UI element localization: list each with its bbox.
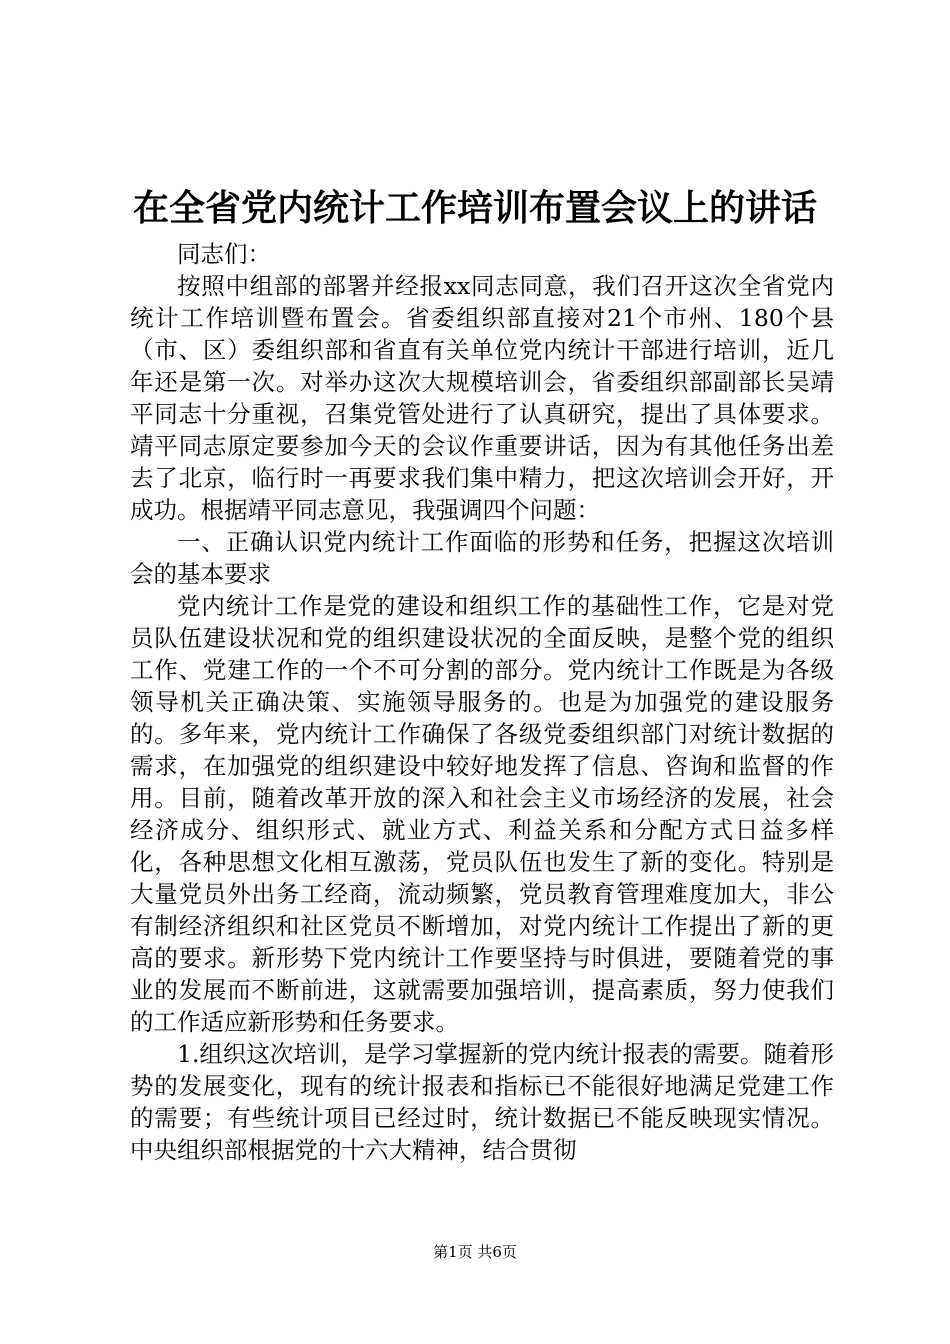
section-heading-1: 一、正确认识党内统计工作面临的形势和任务，把握这次培训会的基本要求: [130, 528, 834, 588]
salutation: 同志们：: [177, 240, 271, 268]
page-number-footer: 第1页 共6页: [433, 1243, 517, 1261]
document-title: 在全省党内统计工作培训布置会议上的讲话: [132, 187, 817, 229]
paragraph-point-1: 1.组织这次培训，是学习掌握新的党内统计报表的需要。随着形势的发展变化，现有的统计报表和指标已不能很好地满足党建工作的需要；有些统计项目已经过时，统计数据已不能反映现实情况。中央组织部根据党的十六大精神，结合贯彻: [130, 1040, 834, 1164]
paragraph-intro: 按照中组部的部署并经报xx同志同意，我们召开这次全省党内统计工作培训暨布置会。省委组织部直接对21个市州、180个县（市、区）委组织部和省直有关单位党内统计干部进行培训，近几年还是第一次。对举办这次大规模培训会，省委组织部副部长吴靖平同志十分重视，召集党管处进行了认真研究，提出了具体要求。靖平同志原定要参加今天的会议作重要讲话，因为有其他任务出差去了北京，临行时一再要求我们集中精力，把这次培训会开好，开成功。根据靖平同志意见，我强调四个问题：: [130, 272, 834, 524]
paragraph-section-1: 党内统计工作是党的建设和组织工作的基础性工作，它是对党员队伍建设状况和党的组织建设状况的全面反映，是整个党的组织工作、党建工作的一个不可分割的部分。党内统计工作既是为各级领导机关正确决策、实施领导服务的。也是为加强党的建设服务的。多年来，党内统计工作确保了各级党委组织部门对统计数据的需求，在加强党的组织建设中较好地发挥了信息、咨询和监督的作用。目前，随着改革开放的深入和社会主义市场经济的发展，社会经济成分、组织形式、就业方式、利益关系和分配方式日益多样化，各种思想文化相互激荡，党员队伍也发生了新的变化。特别是大量党员外出务工经商，流动频繁，党员教育管理难度加大，非公有制经济组织和社区党员不断增加，对党内统计工作提出了新的更高的要求。新形势下党内统计工作要坚持与时俱进，要随着党的事业的发展而不断前进，这就需要加强培训，提高素质，努力使我们的工作适应新形势和任务要求。: [130, 592, 834, 1036]
document-body: [130, 238, 834, 1166]
